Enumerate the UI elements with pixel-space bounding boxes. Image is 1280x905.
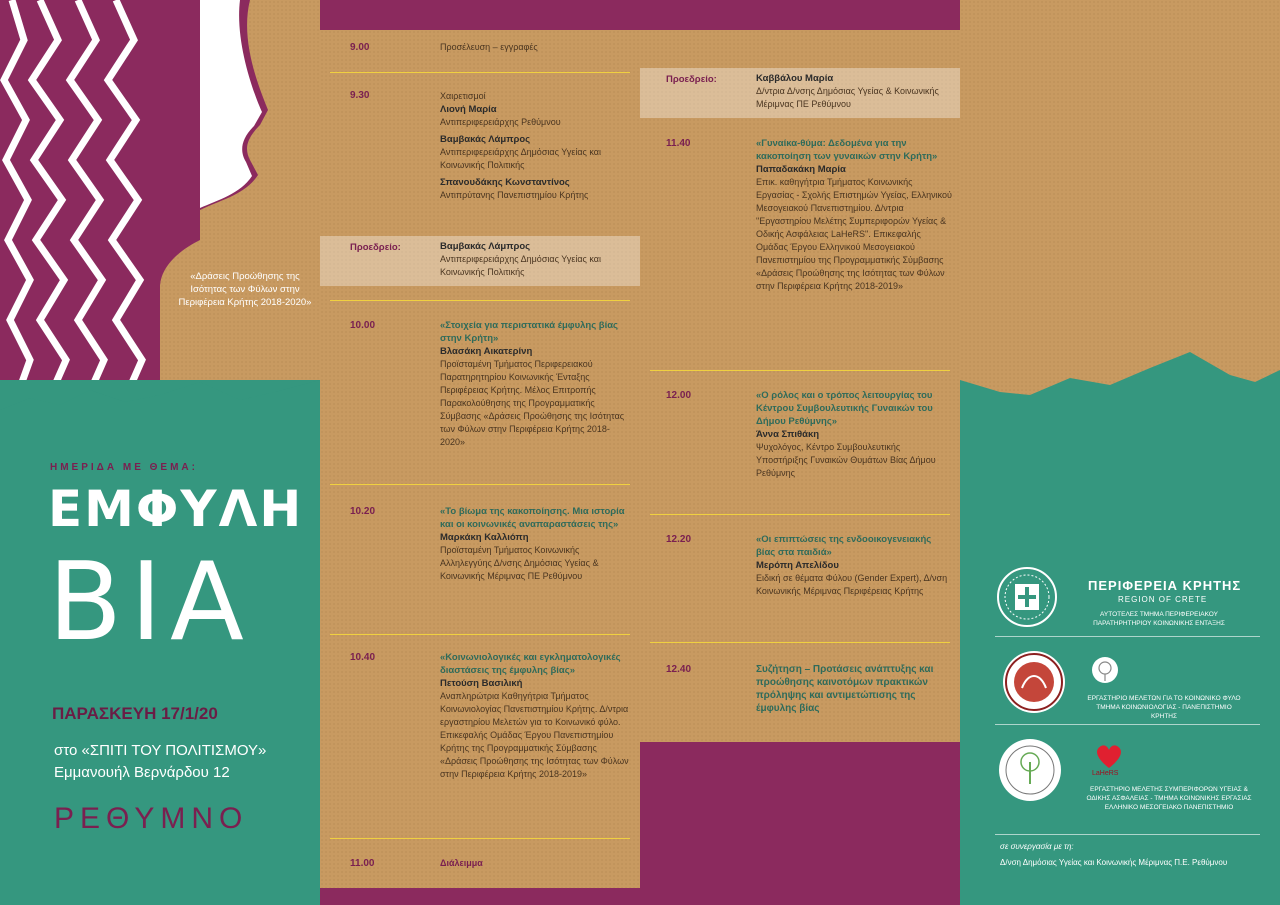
university-of-crete-seal-icon [1002, 650, 1066, 714]
speaker-name: Μαρκάκη Καλλιόπη [440, 532, 529, 543]
chair-text [756, 72, 952, 111]
row-time: 10.00 [350, 320, 376, 331]
chair-label: Προεδρείο: [666, 74, 717, 85]
row-text: Προσέλευση – εγγραφές [440, 42, 538, 52]
program-row [320, 838, 640, 888]
talk-title: «Γυναίκα-θύμα: Δεδομένα για την κακοποίηση των γυναικών στην Κρήτη» [756, 138, 938, 162]
row-time: 12.00 [666, 390, 692, 401]
row-text: Διάλειμμα [440, 858, 483, 868]
divider [995, 834, 1260, 835]
talk-title: «Ο ρόλος και ο τρόπος λειτουργίας του Κέντρου Συμβουλευτικής Γυναικών του Δήμου Ρεθύμνης» [756, 390, 933, 427]
row-time: 12.20 [666, 534, 692, 545]
row-text [756, 533, 952, 598]
row-time: 11.00 [350, 858, 375, 869]
divider [995, 724, 1260, 725]
face-profile-art [0, 0, 320, 430]
program-row [640, 514, 960, 634]
collab-label: σε συνεργασία με τη: [1000, 842, 1074, 851]
event-city: ΡΕΘΥΜΝΟ [54, 802, 249, 835]
talk-title: «Κοινωνιολογικές και εγκληματολογικές διαστάσεις της έμφυλης βίας» [440, 652, 621, 676]
speaker-name: Πετούση Βασιλική [440, 678, 523, 689]
row-time: 11.40 [666, 138, 691, 149]
speaker-role: Αντιπρύτανης Πανεπιστημίου Κρήτης [440, 190, 589, 200]
welcome-heading: Χαιρετισμοί [440, 91, 486, 101]
region-name-en: REGION OF CRETE [1118, 595, 1208, 604]
program-row [320, 72, 640, 232]
speaker-name: Βλασάκη Αικατερίνη [440, 346, 533, 357]
row-text [440, 90, 630, 202]
row-time: 9.00 [350, 42, 370, 53]
chair-role: Δ/ντρια Δ/νσης Δημόσιας Υγείας & Κοινωνικής Μέριμνας ΠΕ Ρεθύμνου [756, 86, 939, 109]
hellenic-mediterranean-university-seal-icon [998, 738, 1062, 802]
chair-box [320, 236, 640, 286]
talk-title: «Στοιχεία για περιστατικά έμφυλης βίας στην Κρήτη» [440, 320, 618, 344]
speaker-role: Επικ. καθηγήτρια Τμήματος Κοινωνικής Εργασίας - Σχολής Επιστημών Υγείας, Ελληνικού Μεσογειακού Πανεπιστημίου. Δ/ντρια "Εργαστηρίου Μελέτης Συμπεριφορών Υγείας & Οδικής Ασφάλειας LaHeRS". Επικεφαλής Ομάδας Έργου Ελληνικού Μεσογειακού Πανεπιστημίου της Προγραμματικής Σύμβασης «Δράσεις Προώθησης της Ισότητας των Φύλων στην Περιφέρεια Κρήτης 2018-2019» [756, 177, 952, 291]
discussion-text: Συζήτηση – Προτάσεις ανάπτυξης και προώθησης καινοτόμων πρακτικών πρόληψης και αντιμετώπισης της έμφυλης βίας [756, 664, 934, 714]
title-line-1: ΕΜΦΥΛΗ [48, 480, 304, 538]
chair-text [440, 240, 630, 279]
row-text [440, 319, 630, 449]
project-quote: «Δράσεις Προώθησης της Ισότητας των Φύλων στην Περιφέρεια Κρήτης 2018-2020» [178, 271, 312, 308]
speaker-role: Προϊσταμένη Τμήματος Κοινωνικής Αλληλεγγύης Δ/νσης Δημόσιας Υγείας & Κοινωνικής Μέριμνας ΠΕ Ρεθύμνου [440, 545, 599, 581]
program-row [320, 634, 640, 834]
speaker-name: Άννα Σπιθάκη [756, 429, 820, 440]
program-row [640, 126, 960, 366]
speaker-name: Μερόπη Απελίδου [756, 560, 839, 571]
chair-label: Προεδρείο: [350, 242, 401, 253]
lahers-label: LaHeRS [1092, 770, 1119, 777]
program-row [320, 300, 640, 480]
gender-lab-logo-icon [1090, 655, 1120, 685]
chair-box [640, 68, 960, 118]
chair-name: Καββάλου Μαρία [756, 73, 834, 84]
program-row [320, 30, 640, 72]
speaker-role: Ψυχολόγος, Κέντρο Συμβουλευτικής Υποστήριξης Γυναικών Θυμάτων Βίας Δήμου Ρεθύμνης [756, 442, 936, 478]
venue-name: στο «ΣΠΙΤΙ ΤΟΥ ΠΟΛΙΤΙΣΜΟΥ» [54, 742, 267, 759]
speaker-name: Σπανουδάκης Κωνσταντίνος [440, 177, 570, 188]
talk-title: «Οι επιπτώσεις της ενδοοικογενειακής βίας στα παιδιά» [756, 534, 932, 558]
speaker-role: Αντιπεριφερειάρχης Ρεθύμνου [440, 117, 561, 127]
program-column-2 [640, 30, 960, 742]
divider [995, 636, 1260, 637]
row-time: 12.40 [666, 664, 692, 675]
row-time: 10.20 [350, 506, 376, 517]
speaker-role: Αναπληρώτρια Καθηγήτρια Τμήματος Κοινωνιολογίας Πανεπιστημίου Κρήτης. Δ/ντρια εργαστηρίου Μελετών για το Κοινωνικό φύλο. Επικεφαλής Ομάδας Έργου Πανεπιστημίου Κρήτης της Προγραμματικής Σύμβασης «Δράσεις Προώθησης της Ισότητας των Φύλων στην Περιφέρεια Κρήτης 2018-2019» [440, 691, 629, 779]
program-row [640, 370, 960, 510]
collab-org: Δ/νση Δημόσιας Υγείας και Κοινωνικής Μέριμνας Π.Ε. Ρεθύμνου [1000, 858, 1228, 867]
chair-role: Αντιπεριφερειάρχης Δημόσιας Υγείας και Κοινωνικής Πολιτικής [440, 254, 601, 277]
title-line-2: ΒΙΑ [48, 540, 252, 665]
program-column-1 [320, 30, 640, 888]
row-text [440, 651, 630, 781]
row-time: 9.30 [350, 90, 370, 101]
speaker-name: Βαμβακάς Λάμπρος [440, 134, 531, 145]
speaker-name: Λιονή Μαρία [440, 104, 497, 115]
speaker-role: Προϊσταμένη Τμήματος Περιφερειακού Παρατηρητηρίου Κοινωνικής Ένταξης Περιφέρειας Κρήτης. Μέλος Επιτροπής Παρακολούθησης της Προγραμματικής Σύμβασης «Δράσεις Προώθησης της Ισότητας των Φύλων στην Περιφέρεια Κρήτης 2018-2020» [440, 359, 625, 447]
row-text [756, 389, 952, 480]
event-date: ΠΑΡΑΣΚΕΥΗ 17/1/20 [52, 704, 218, 723]
greek-emblem-icon [996, 566, 1058, 628]
chair-name: Βαμβακάς Λάμπρος [440, 241, 531, 252]
talk-title: «Το βίωμα της κακοποίησης. Μια ιστορία και οι κοινωνικές αναπαραστάσεις της» [440, 506, 625, 530]
left-mountain-ridge [0, 370, 320, 430]
venue-address: Εμμανουήλ Βερνάρδου 12 [54, 764, 230, 781]
region-dept: ΑΥΤΟΤΕΛΕΣ ΤΜΗΜΑ ΠΕΡΙΦΕΡΕΙΑΚΟΥ ΠΑΡΑΤΗΡΗΤΗΡΙΟΥ ΚΟΙΝΩΝΙΚΗΣ ΕΝΤΑΞΗΣ [1093, 611, 1225, 627]
row-text [756, 137, 952, 293]
event-subtitle: ΗΜΕΡΙΔΑ ΜΕ ΘΕΜΑ: [50, 462, 198, 473]
program-row [640, 642, 960, 742]
speaker-role: Αντιπεριφερειάρχης Δημόσιας Υγείας και Κοινωνικής Πολιτικής [440, 147, 601, 170]
lahers-logo-icon [1092, 742, 1126, 770]
uoc-lab-text: ΕΡΓΑΣΤΗΡΙΟ ΜΕΛΕΤΩΝ ΓΙΑ ΤΟ ΚΟΙΝΩΝΙΚΟ ΦΥΛΟ ΤΜΗΜΑ ΚΟΙΝΩΝΙΟΛΟΓΙΑΣ - ΠΑΝΕΠΙΣΤΗΜΙΟ ΚΡΗΤΗΣ [1087, 695, 1241, 720]
program-row [320, 484, 640, 634]
region-name-gr: ΠΕΡΙΦΕΡΕΙΑ ΚΡΗΤΗΣ [1088, 578, 1242, 593]
row-time: 10.40 [350, 652, 376, 663]
hmu-lab-text: ΕΡΓΑΣΤΗΡΙΟ ΜΕΛΕΤΗΣ ΣΥΜΠΕΡΙΦΟΡΩΝ ΥΓΕΙΑΣ & ΟΔΙΚΗΣ ΑΣΦΑΛΕΙΑΣ - ΤΜΗΜΑ ΚΟΙΝΩΝΙΚΗΣ ΕΡΓΑΣΙΑΣ ΕΛΛΗΝΙΚΟ ΜΕΣΟΓΕΙΑΚΟ ΠΑΝΕΠΙΣΤΗΜΙΟ [1086, 786, 1252, 811]
speaker-name: Παπαδακάκη Μαρία [756, 164, 846, 175]
row-text [440, 505, 630, 583]
speaker-role: Ειδική σε θέματα Φύλου (Gender Expert), Δ/νση Κοινωνικής Μέριμνας Περιφέρειας Κρήτης [756, 573, 948, 596]
